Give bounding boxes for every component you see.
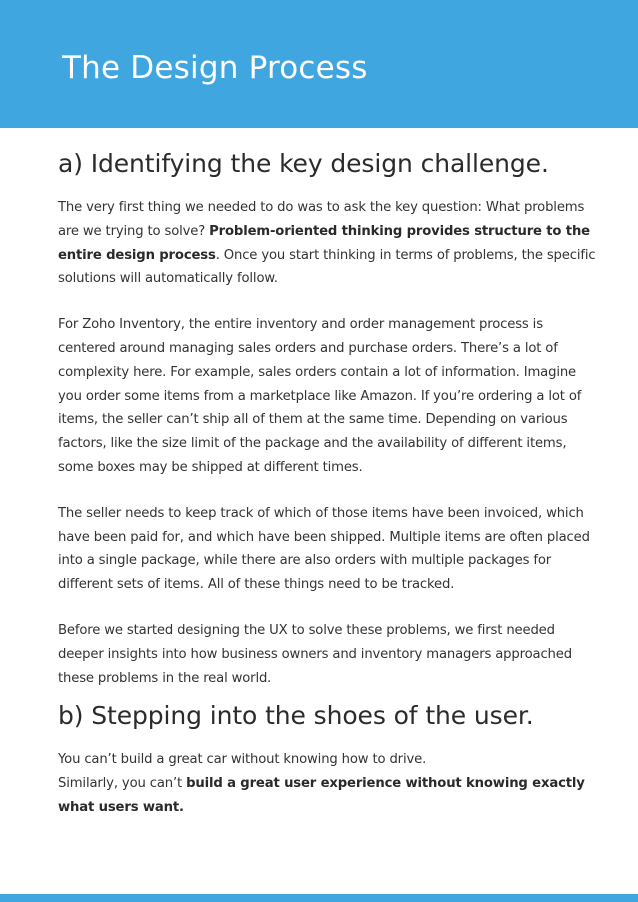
footer-bar [0, 894, 638, 902]
paragraph-1-bold: Problem-oriented thinking provides structure to the entire design process [58, 223, 590, 263]
paragraph-1 [58, 196, 598, 291]
paragraph-1-text-end: . Once you start thinking in terms of problems, the specific solutions will automatically follow. [58, 247, 596, 287]
paragraph-3: The seller needs to keep track of which of those items have been invoiced, which have been paid for, and which have been shipped. Multiple items are often placed into a single package, while there are also orders with multiple packages for different sets of items. All of these things need to be tracked. [58, 505, 590, 593]
section-heading-b: b) Stepping into the shoes of the user. [58, 701, 534, 731]
section-heading-a: a) Identifying the key design challenge. [58, 149, 549, 178]
header-banner [0, 0, 638, 128]
document-body [58, 146, 598, 820]
paragraph-5 [58, 748, 598, 819]
paragraph-1-text: The very first thing we needed to do was to ask the key question: What problems are we trying to solve? [58, 200, 585, 239]
paragraph-5-line-2: Similarly, you can’t [58, 776, 187, 792]
paragraph-5-line-1: You can’t build a great car without knowing how to drive. [58, 752, 427, 768]
page-title: The Design Process [62, 50, 368, 86]
paragraph-2: For Zoho Inventory, the entire inventory and order management process is centered around managing sales orders and purchase orders. There’s a lot of complexity here. For example, sales orders contain a lot of information. Imagine you order some items from a marketplace like Amazon. If you’re ordering a lot of items, the seller can’t ship all of them at the same time. Depending on various factors, like the size limit of the package and the availability of different items, some boxes may be shipped at different times. [58, 317, 582, 475]
paragraph-5-bold: build a great user experience without knowing exactly what users want. [58, 776, 585, 815]
paragraph-4: Before we started designing the UX to solve these problems, we first needed deeper insights into how business owners and inventory managers approached these problems in the real world. [58, 622, 572, 686]
